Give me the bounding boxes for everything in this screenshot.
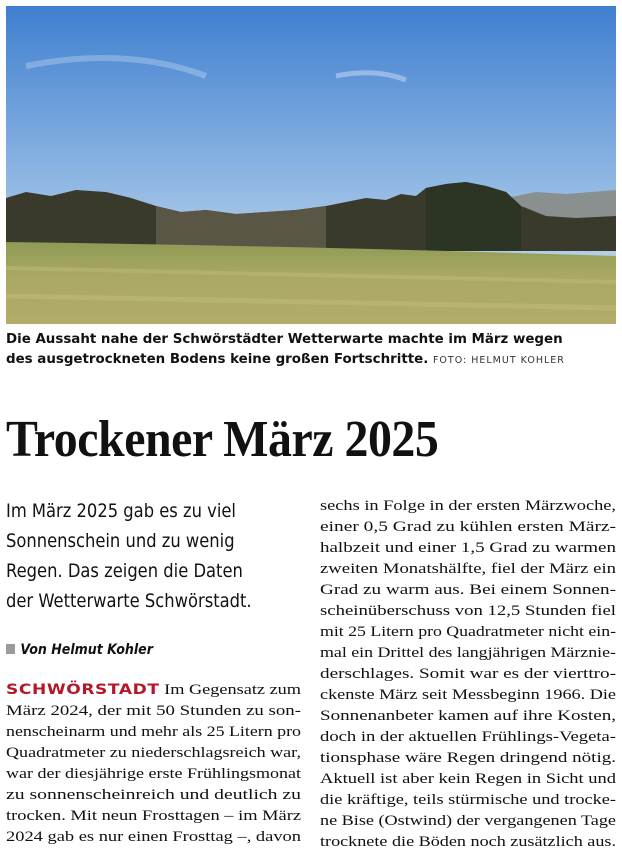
body-line-text: halbzeit und einer 1,5 Grad zu warmen (320, 540, 616, 556)
body-line-text: scheinüberschuss von 12,5 Stunden fiel (320, 603, 616, 619)
body-line (320, 748, 616, 769)
body-line (6, 827, 301, 848)
body-line-text: mal ein Drittel des langjährigen Märznie- (320, 645, 616, 661)
body-line-text: war der diesjährige erste Frühlingsmonat (6, 766, 301, 782)
body-line-text: die kräftige, teils stürmische und trocke- (320, 792, 616, 808)
body-line (320, 559, 616, 580)
body-line (320, 496, 616, 517)
field-landscape-photo (6, 6, 616, 324)
body-line-text: zu sonnenscheinreich und deutlich zu (6, 787, 301, 803)
body-column-left (6, 680, 301, 848)
body-line (6, 722, 301, 743)
body-line-text: derschlages. Somit war es der vierttro- (320, 666, 616, 682)
body-line (6, 701, 301, 722)
body-line (320, 517, 616, 538)
body-line (320, 811, 616, 832)
headline: Trockener März 2025 (6, 411, 439, 468)
body-line (320, 769, 616, 790)
byline-square-icon (6, 644, 15, 654)
body-line (320, 622, 616, 643)
body-line (320, 727, 616, 748)
body-line-text: 2024 gab es nur einen Frosttag –, davon (6, 829, 301, 845)
body-line-text: einer 0,5 Grad zu kühlen ersten März- (320, 519, 616, 535)
byline (6, 642, 153, 658)
body-line-text: Grad zu warm aus. Bei einem Sonnen- (320, 582, 616, 598)
photo-credit: FOTO: HELMUT KOHLER (432, 355, 565, 366)
body-line-text: Sonnenanbeter kamen auf ihre Kosten, (320, 708, 616, 724)
body-line (320, 643, 616, 664)
body-column-right (320, 496, 616, 853)
body-line-text: März 2024, der mit 50 Stunden zu son- (6, 703, 301, 719)
body-line-text: mit 25 Litern pro Quadratmeter nicht ein- (320, 624, 616, 640)
body-line-text: trocken. Mit neun Frosttagen – im März (6, 808, 301, 824)
lead-line: der Wetterwarte Schwörstadt. (6, 590, 252, 612)
body-line-text: tionsphase wäre Regen dringend nötig. (320, 750, 616, 766)
lead-line: Im März 2025 gab es zu viel (6, 500, 236, 522)
body-line-text: Quadratmeter zu niederschlagsreich war, (6, 745, 301, 761)
body-line-text: nenscheinarm und mehr als 25 Litern pro (6, 724, 301, 740)
body-line (320, 790, 616, 811)
body-line (320, 580, 616, 601)
body-line-text: zweiten Monatshälfte, fiel der März ein (320, 561, 616, 577)
body-line (320, 706, 616, 727)
dateline: SCHWÖRSTADT (6, 682, 160, 698)
caption-line-2-text: des ausgetrockneten Bodens keine großen Fortschritte. (6, 352, 429, 367)
body-line-text: Aktuell ist aber kein Regen in Sicht und (320, 771, 616, 787)
body-line (320, 685, 616, 706)
body-line (320, 664, 616, 685)
photo-caption (6, 330, 618, 371)
body-line-text: sechs in Folge in der ersten Märzwoche, (320, 498, 616, 514)
byline-author: Von Helmut Kohler (20, 642, 153, 658)
caption-line-2 (6, 350, 565, 371)
body-line (320, 601, 616, 622)
body-line-text: ckenste März seit Messbeginn 1966. Die (320, 687, 616, 703)
caption-line-1: Die Aussaht nahe der Schwörstädter Wetterwarte machte im März wegen (6, 332, 563, 347)
body-line (6, 806, 301, 827)
landscape-image (6, 6, 616, 324)
body-line (6, 680, 301, 701)
body-line-text: trocknete die Böden noch zusätzlich aus. (320, 834, 616, 850)
body-line (320, 538, 616, 559)
body-line (6, 743, 301, 764)
body-line-text: Im Gegensatz zum (159, 682, 301, 698)
lead-line: Regen. Das zeigen die Daten (6, 560, 243, 582)
lead-paragraph (6, 496, 264, 616)
lead-line: Sonnenschein und zu wenig (6, 530, 235, 552)
body-line (6, 785, 301, 806)
body-line-text: doch in der aktuellen Frühlings-Vegeta- (320, 729, 616, 745)
body-line (6, 764, 301, 785)
body-line-text: ne Bise (Ostwind) der vergangenen Tage (320, 813, 616, 829)
